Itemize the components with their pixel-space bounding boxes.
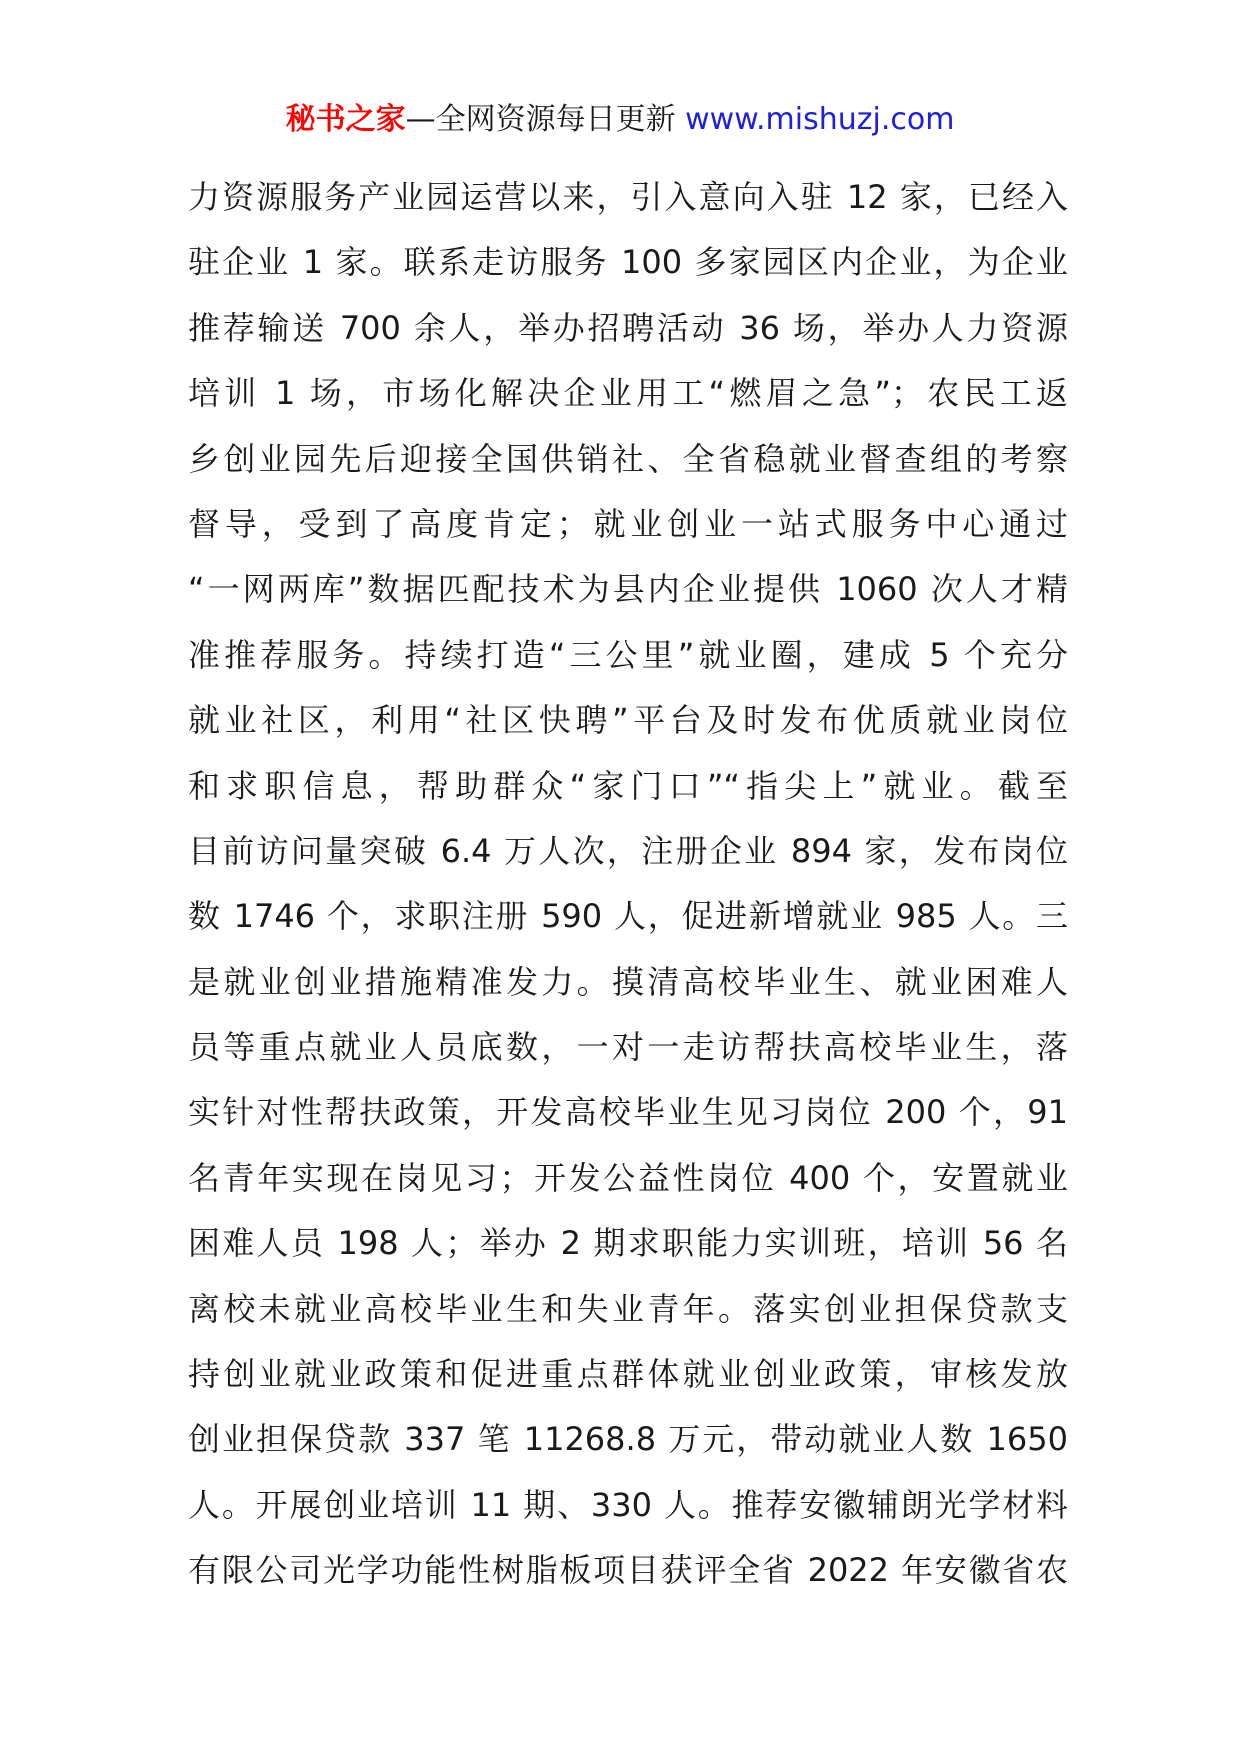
text-line: 人。开展创业培训 11 期、330 人。推荐安徽辅朗光学材料 bbox=[188, 1485, 1068, 1524]
text-line: 推荐输送 700 余人，举办招聘活动 36 场，举办人力资源 bbox=[188, 308, 1068, 347]
header-tagline: —全网资源每日更新 bbox=[405, 102, 676, 137]
page-header bbox=[0, 100, 1240, 140]
text-line: 数 1746 个，求职注册 590 人，促进新增就业 985 人。三 bbox=[188, 897, 1068, 936]
text-line: 和求职信息，帮助群众“家门口”“指尖上”就业。截至 bbox=[188, 766, 1068, 805]
text-line: 驻企业 1 家。联系走访服务 100 多家园区内企业，为企业 bbox=[188, 243, 1068, 282]
text-line: 目前访问量突破 6.4 万人次，注册企业 894 家，发布岗位 bbox=[188, 831, 1068, 870]
text-line: 有限公司光学功能性树脂板项目获评全省 2022 年安徽省农 bbox=[188, 1551, 1068, 1590]
text-line: 培训 1 场，市场化解决企业用工“燃眉之急”；农民工返 bbox=[188, 374, 1068, 413]
text-line: 名青年实现在岗见习；开发公益性岗位 400 个，安置就业 bbox=[188, 1158, 1068, 1197]
text-line: 持创业就业政策和促进重点群体就业创业政策，审核发放 bbox=[188, 1355, 1068, 1394]
text-line: 是就业创业措施精准发力。摸清高校毕业生、就业困难人 bbox=[188, 962, 1068, 1001]
text-line: 力资源服务产业园运营以来，引入意向入驻 12 家，已经入 bbox=[188, 178, 1068, 216]
text-line: 困难人员 198 人；举办 2 期求职能力实训班，培训 56 名 bbox=[188, 1224, 1068, 1263]
website-url: www.mishuzj.com bbox=[685, 102, 955, 137]
text-line: 准推荐服务。持续打造“三公里”就业圈，建成 5 个充分 bbox=[188, 635, 1068, 674]
document-body bbox=[188, 165, 1068, 1604]
text-line: 督导，受到了高度肯定；就业创业一站式服务中心通过 bbox=[188, 504, 1068, 543]
text-line: 员等重点就业人员底数，一对一走访帮扶高校毕业生，落 bbox=[188, 1028, 1068, 1067]
text-line: 实针对性帮扶政策，开发高校毕业生见习岗位 200 个，91 bbox=[188, 1093, 1068, 1132]
text-line: 乡创业园先后迎接全国供销社、全省稳就业督查组的考察 bbox=[188, 439, 1068, 478]
text-line: 创业担保贷款 337 笔 11268.8 万元，带动就业人数 1650 bbox=[188, 1420, 1068, 1459]
text-line: 就业社区，利用“社区快聘”平台及时发布优质就业岗位 bbox=[188, 701, 1068, 740]
text-line: “一网两库”数据匹配技术为县内企业提供 1060 次人才精 bbox=[188, 570, 1068, 609]
brand-name: 秘书之家 bbox=[285, 102, 406, 137]
text-line: 离校未就业高校毕业生和失业青年。落实创业担保贷款支 bbox=[188, 1289, 1068, 1328]
